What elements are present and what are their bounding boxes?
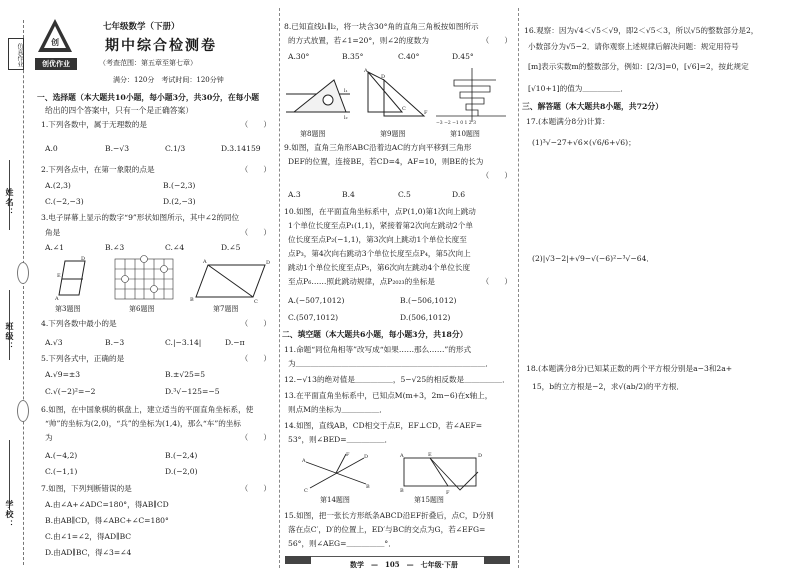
footer-rule — [285, 556, 510, 557]
question-16-l4: [√10+1]的值为＿＿＿＿＿． — [528, 84, 628, 93]
binding-strip — [0, 0, 32, 580]
q3-option-d: D.∠5 — [221, 243, 241, 252]
question-13: 13.在平面直角坐标系中，已知点M(m+3，2m−6)在x轴上， — [284, 391, 493, 400]
q8-option-b: B.35° — [342, 52, 364, 61]
figure-14-caption: 第14题图 — [320, 496, 350, 504]
svg-text:A: A — [55, 296, 59, 302]
q5-option-a: A.√9=±3 — [45, 370, 81, 379]
binding-hole — [17, 400, 29, 422]
figure-3-digit-nine — [54, 256, 85, 302]
question-16-l2: 小数部分为√5−2．请你观察上述规律后解决问题：规定用符号 — [528, 42, 739, 51]
q1-option-a: A.0 — [45, 144, 58, 153]
svg-text:B: B — [400, 488, 404, 494]
question-3: 3.电子屏幕上显示的数字“9”形状如图所示，其中∠2的同位 — [41, 213, 240, 222]
column-middle — [280, 0, 516, 580]
svg-text:E: E — [428, 452, 432, 458]
q6-option-b: B.(−2,4) — [165, 451, 198, 460]
question-5: 5.下列各式中，正确的是 （ ） — [41, 354, 271, 363]
question-9-paren: （ ） — [481, 171, 512, 180]
question-6-cont: “帅”的坐标为(2,0)，“兵”的坐标为(1,4)，那么“车”的坐标 — [45, 419, 241, 428]
q9-option-c: C.5 — [398, 190, 411, 199]
svg-text:B: B — [190, 297, 194, 303]
svg-text:F: F — [446, 490, 450, 494]
q3-option-a: A.∠1 — [45, 243, 65, 252]
svg-text:C: C — [304, 488, 308, 494]
figure-9-caption: 第9题图 — [380, 130, 406, 138]
question-18: 18.(本题满分8分)已知某正数的两个平方根分别是a−3和2a+ — [526, 364, 733, 373]
figure-15-caption: 第15题图 — [414, 496, 444, 504]
question-13-cont: 则点M的坐标为＿＿＿＿＿． — [288, 405, 387, 414]
question-7: 7.如图，下列判断错误的是 （ ） — [41, 484, 271, 493]
svg-text:C: C — [402, 106, 406, 112]
question-10-l4: 点P₃，第4次向右跳动3个单位长度至点P₄，第5次向上 — [288, 249, 471, 258]
figure-6-chessboard — [115, 256, 173, 300]
svg-text:A: A — [364, 68, 368, 74]
figure-7-parallelogram — [190, 259, 270, 305]
logo-icon — [37, 18, 73, 54]
section-3-heading: 三、解答题（本大题共8小题，共72分） — [522, 102, 664, 111]
figure-8-caption: 第8题图 — [300, 130, 326, 138]
section-1-heading: 一、选择题（本大题共10小题，每小题3分，共30分，在每小题 — [37, 93, 260, 102]
figure-9-translated-triangles — [363, 68, 428, 116]
question-8-cont: 的方式放置，若∠1=20°，则∠2的度数为 （ ） — [288, 36, 512, 45]
svg-text:F: F — [424, 110, 428, 116]
page-footer: 数学 — 105 — 七年级·下册 — [350, 560, 459, 569]
q2-option-c: C.(−2,−3) — [45, 197, 84, 206]
q10-option-c: C.(507,1012) — [288, 313, 339, 322]
binding-hole — [17, 262, 29, 284]
q9-option-b: B.4 — [342, 190, 355, 199]
exam-info: 满分：120分 考试时间：120分钟 — [113, 76, 224, 84]
q10-option-b: B.(−506,1012) — [400, 296, 457, 305]
q3-option-b: B.∠3 — [105, 243, 125, 252]
svg-text:D: D — [81, 256, 86, 262]
question-10-l2: 1个单位长度至点P₁(1,1)，紧接着第2次向左跳动2个单 — [288, 221, 473, 230]
practice-stamp: 仿真作业 — [8, 38, 24, 70]
question-10: 10.如图，在平面直角坐标系中，点P(1,0)第1次向上跳动 — [284, 207, 476, 216]
figure-3-caption: 第3题图 — [55, 305, 81, 313]
section-1-heading-cont: 给出的四个答案中，只有一个是正确答案） — [45, 106, 194, 115]
question-16: 16.观察：因为√4＜√5＜√9，即2＜√5＜3，所以√5的整数部分是2， — [524, 26, 759, 35]
svg-text:F: F — [346, 452, 350, 458]
question-15: 15.如图，把一张长方形纸条ABCD沿EF折叠后，点C，D分别 — [284, 511, 494, 520]
cut-line — [23, 20, 24, 565]
column-divider — [518, 8, 519, 568]
q1-option-d: D.3.14159 — [221, 144, 261, 153]
q6-option-c: C.(−1,1) — [45, 467, 78, 476]
exam-subtitle: 七年级数学（下册） — [103, 22, 180, 32]
svg-text:E: E — [57, 273, 61, 279]
q2-option-b: B.(−2,3) — [163, 181, 196, 190]
question-14: 14.如图，直线AB，CD相交于点E，EF⊥CD，若∠AEF= — [284, 421, 483, 430]
q1-option-b: B.−√3 — [105, 144, 130, 153]
figure-15-folded-strip — [399, 452, 482, 494]
figure-8-triangle-ruler — [286, 80, 350, 121]
q9-option-a: A.3 — [288, 190, 301, 199]
question-17-part-1: (1)³√−27+√6×(√6/6+√6)； — [532, 138, 636, 147]
school-label: 学校： — [5, 500, 14, 530]
footer-bar-right — [484, 556, 510, 564]
q8-option-a: A.30° — [288, 52, 310, 61]
q7-option-c: C.由∠1=∠2，得AD∥BC — [45, 532, 132, 541]
q2-option-a: A.(2,3) — [45, 181, 71, 190]
question-16-l3: [m]表示实数m的整数部分，例如：[2/3]=0，[√6]=2，按此规定 — [528, 62, 749, 71]
question-10-l3: 位长度至点P₂(−1,1)，第3次向上跳动1个单位长度至 — [288, 235, 467, 244]
svg-text:A: A — [302, 458, 306, 464]
q2-option-d: D.(2,−3) — [163, 197, 196, 206]
exam-title: 期中综合检测卷 — [105, 38, 217, 54]
section-2-heading: 二、填空题（本大题共6小题，每小题3分，共18分） — [282, 330, 468, 339]
name-label: 姓名： — [5, 188, 14, 218]
q1-option-c: C.1/3 — [165, 144, 186, 153]
question-15-l3: 56°，则∠AEG=＿＿＿＿＿°． — [288, 539, 396, 548]
figure-6-caption: 第6题图 — [129, 305, 155, 313]
q7-option-d: D.由AD∥BC，得∠3=∠4 — [45, 548, 132, 557]
class-label: 班级： — [5, 322, 14, 352]
q7-option-b: B.由AB∥CD，得∠ABC+∠C=180° — [45, 516, 169, 525]
question-17: 17.(本题满分8分)计算： — [526, 117, 610, 126]
question-6: 6.如图，在中国象棋的棋盘上，建立适当的平面直角坐标系，使 — [41, 405, 254, 414]
question-18-cont: 15，b的立方根是−2，求√(ab/2)的平方根． — [532, 382, 684, 391]
q5-option-b: B.±√25=5 — [165, 370, 206, 379]
figure-14-intersecting-lines — [301, 452, 370, 494]
question-9-cont: DEF的位置，连接BE，若CD=4，AF=10，则BE的长为 — [288, 157, 484, 166]
figures-8-9-10 — [284, 66, 514, 128]
svg-text:A: A — [203, 259, 207, 265]
q4-option-b: B.−3 — [105, 338, 125, 347]
q4-option-a: A.√3 — [45, 338, 63, 347]
q6-option-d: D.(−2,0) — [165, 467, 198, 476]
q10-option-d: D.(506,1012) — [400, 313, 451, 322]
q8-option-d: D.45° — [452, 52, 474, 61]
figures-14-15 — [300, 452, 500, 494]
q4-option-c: C.|−3.14| — [165, 338, 202, 347]
svg-text:A: A — [400, 453, 404, 459]
question-17-part-2: (2)|√3−2|+√9−√(−6)²−³√−64． — [532, 254, 655, 263]
question-9: 9.如图，直角三角形ABC沿着边AC的方向平移到三角形 — [284, 143, 472, 152]
q5-option-d: D.³√−125=−5 — [165, 387, 220, 396]
svg-text:l₂: l₂ — [344, 115, 348, 121]
question-2: 2.下列各点中，在第一象限的点是 （ ） — [41, 165, 271, 174]
column-left — [33, 0, 277, 580]
figure-10-coordinate-jumps — [436, 68, 506, 126]
question-3-cont: 角是 （ ） — [45, 228, 271, 237]
svg-text:D: D — [364, 454, 369, 460]
q7-option-a: A.由∠A+∠ADC=180°，得AB∥CD — [45, 500, 169, 509]
question-10-l6: 至点P₆……照此跳动规律，点P₂₀₂₃的坐标是 （ ） — [288, 277, 512, 286]
question-11: 11.命题“同位角相等”改写成“如果……那么……”的形式 — [284, 345, 472, 354]
svg-text:C: C — [254, 299, 258, 305]
svg-text:D: D — [478, 453, 483, 459]
figures-3-6-7 — [43, 255, 273, 305]
svg-text:创: 创 — [51, 38, 59, 47]
question-1: 1.下列各数中，属于无理数的是 （ ） — [41, 120, 271, 129]
q6-option-a: A.(−4,2) — [45, 451, 78, 460]
question-12: 12.−√13的绝对值是＿＿＿＿＿，5−√25的相反数是＿＿＿＿＿． — [284, 375, 510, 384]
q8-option-c: C.40° — [398, 52, 420, 61]
figure-7-caption: 第7题图 — [213, 305, 239, 313]
q10-option-a: A.(−507,1012) — [288, 296, 345, 305]
question-6-cont2: 为 （ ） — [45, 433, 271, 442]
svg-text:D: D — [381, 74, 386, 80]
question-11-cont: 为＿＿＿＿＿＿＿＿＿＿＿＿＿＿＿＿＿＿＿＿＿＿＿＿＿． — [288, 359, 494, 368]
figure-10-caption: 第10题图 — [450, 130, 480, 138]
question-15-l2: 落在点C′，D′的位置上，ED′与BC的交点为G，若∠EFG= — [288, 525, 486, 534]
question-4: 4.下列各数中最小的是 （ ） — [41, 319, 271, 328]
svg-text:D: D — [266, 260, 271, 266]
svg-text:−3 −2 −1 0 1 2 3: −3 −2 −1 0 1 2 3 — [436, 121, 476, 126]
question-14-cont: 53°，则∠BED=＿＿＿＿＿． — [288, 435, 393, 444]
logo-text: 创优作业 — [35, 58, 77, 70]
question-10-l5: 跳动1个单位长度至点P₅，第6次向左跳动4个单位长度 — [288, 263, 471, 272]
q9-option-d: D.6 — [452, 190, 466, 199]
q3-option-c: C.∠4 — [165, 243, 185, 252]
svg-text:B: B — [366, 484, 370, 490]
exam-scope: （考查范围：第五章至第七章） — [99, 59, 197, 67]
svg-text:l₁: l₁ — [344, 88, 348, 94]
column-right — [520, 0, 790, 580]
footer-bar-left — [285, 556, 311, 564]
question-8: 8.已知直线l₁∥l₂，将一块含30°角的直角三角板按如图所示 — [284, 22, 479, 31]
q4-option-d: D.−π — [225, 338, 245, 347]
q5-option-c: C.√(−2)²=−2 — [45, 387, 96, 396]
